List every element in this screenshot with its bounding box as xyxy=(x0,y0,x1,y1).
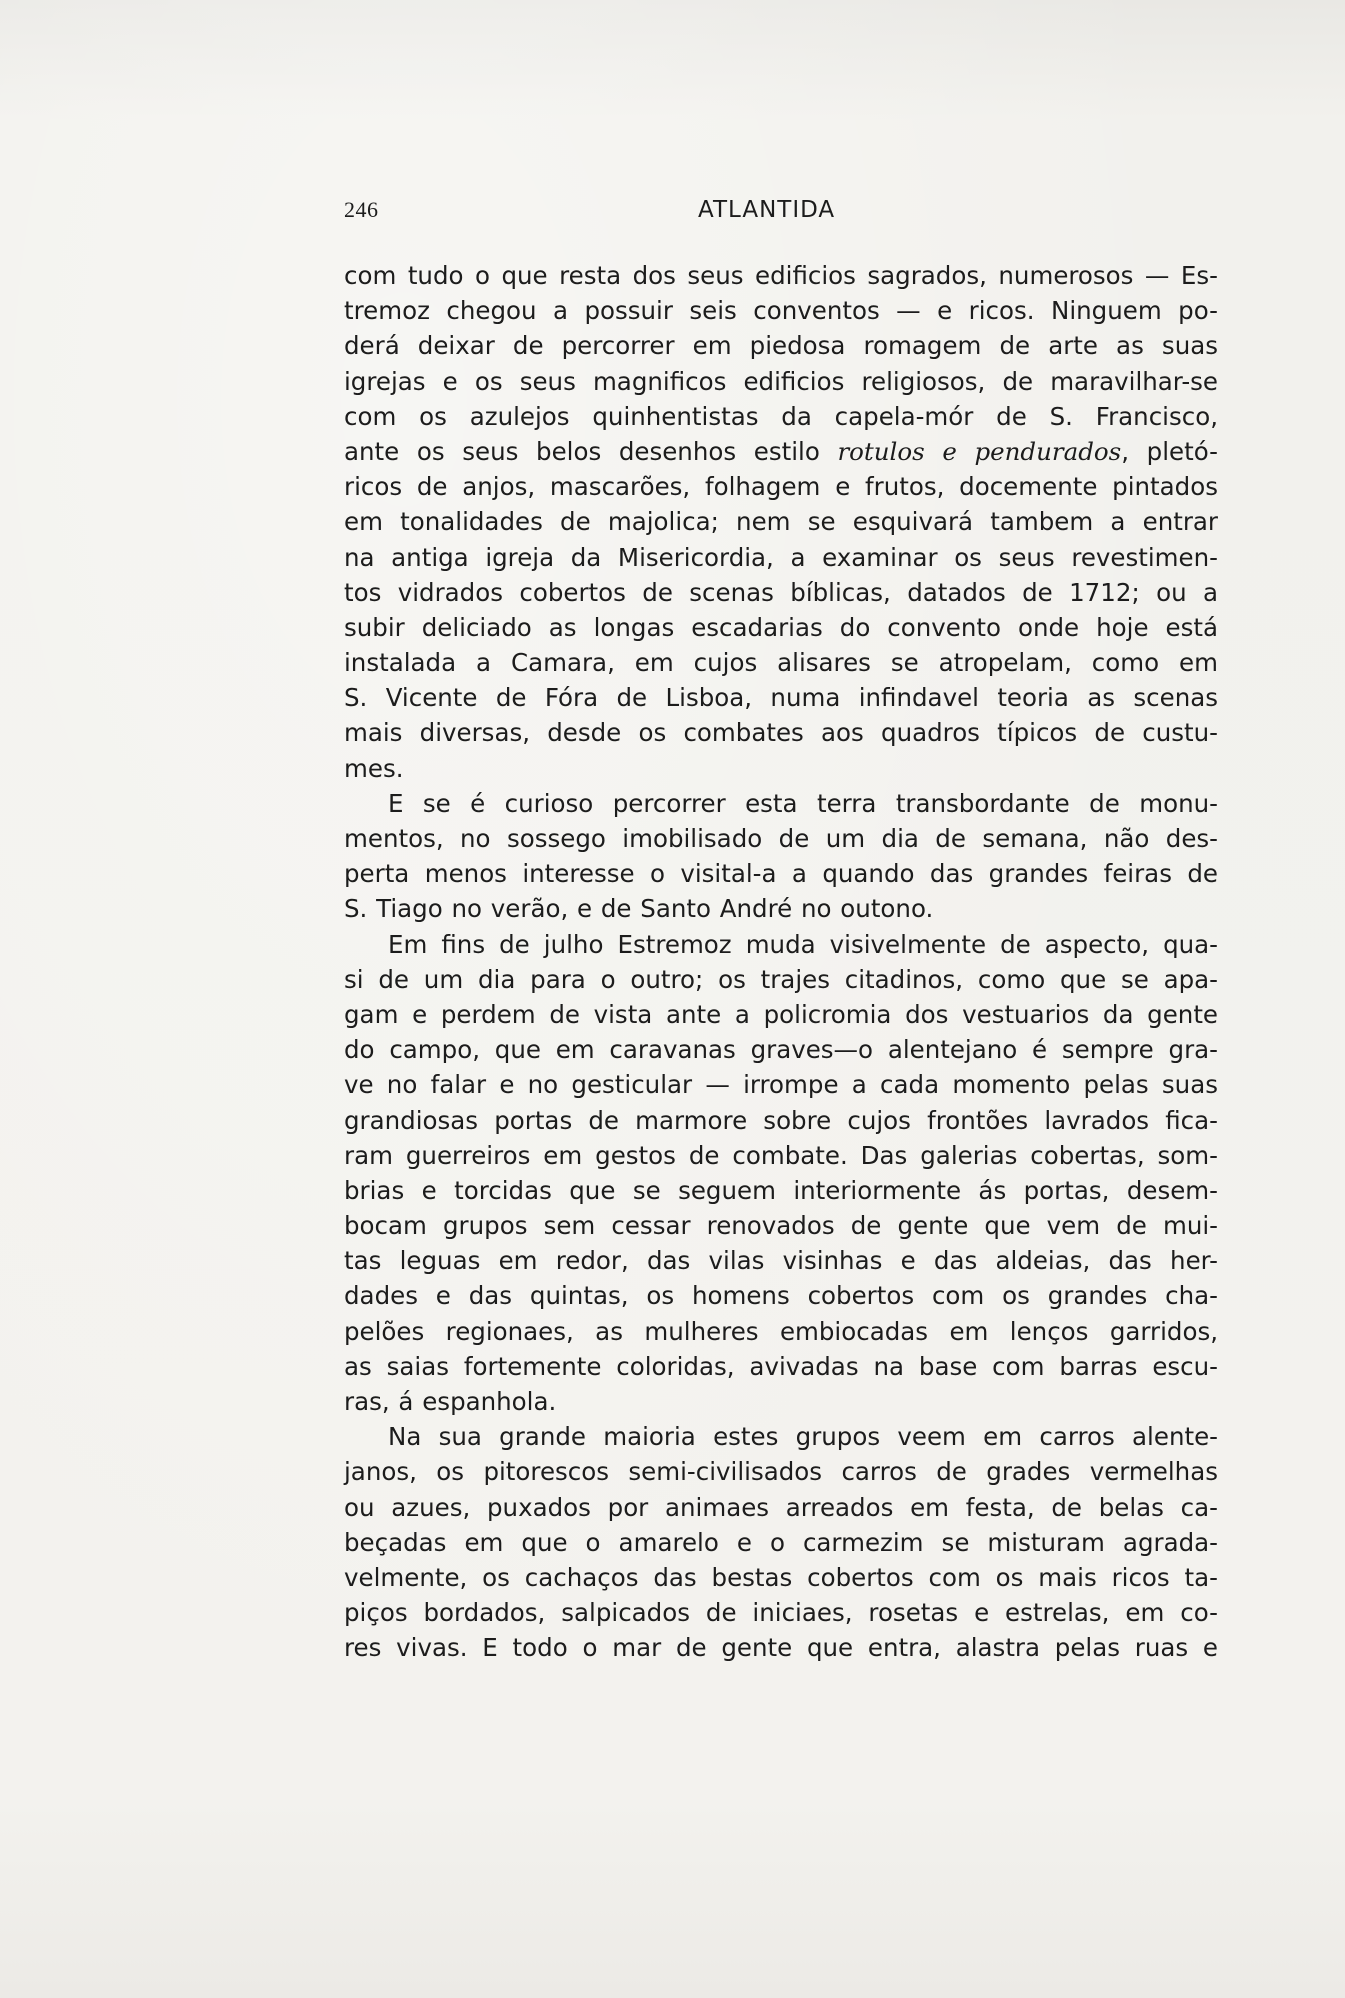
text-line: velmente, os cachaços das bestas cobertos com os mais ricos ta- xyxy=(344,1562,1218,1592)
text-line: Em fins de julho Estremoz muda visivelmente de aspecto, qua- xyxy=(388,929,1218,959)
text-line: beçadas em que o amarelo e o carmezim se misturam agrada- xyxy=(344,1527,1218,1557)
text-line: ras, á espanhola. xyxy=(344,1387,557,1416)
text-line: S. Vicente de Fóra de Lisboa, numa infindavel teoria as scenas xyxy=(344,683,1218,713)
text-line: Na sua grande maioria estes grupos veem em carros alente- xyxy=(388,1422,1218,1452)
text-line: igrejas e os seus magnificos edificios religiosos, de maravilhar-se xyxy=(344,366,1218,396)
text-line: ve no falar e no gesticular — irrompe a cada momento pelas suas xyxy=(344,1070,1218,1100)
text-line: dades e das quintas, os homens cobertos com os grandes cha- xyxy=(344,1281,1218,1311)
text-line: com os azulejos quinhentistas da capela-mór de S. Francisco, xyxy=(344,401,1218,431)
text-line: as saias fortemente coloridas, avivadas na base com barras escu- xyxy=(344,1351,1218,1381)
text-line: mes. xyxy=(344,753,404,783)
line-end: , pletó- xyxy=(1121,436,1218,466)
page-header xyxy=(344,197,1220,229)
text-line: ricos de anjos, mascarões, folhagem e frutos, docemente pintados xyxy=(344,472,1218,502)
text-line: instalada a Camara, em cujos alisares se atropelam, como em xyxy=(344,648,1218,678)
text-line: tremoz chegou a possuir seis conventos — e ricos. Ninguem po- xyxy=(344,296,1218,326)
text-line: janos, os pitorescos semi-civilisados carros de grades vermelhas xyxy=(344,1457,1218,1487)
text-line: grandiosas portas de marmore sobre cujos frontões lavrados fica- xyxy=(344,1105,1218,1135)
text-line: ram guerreiros em gestos de combate. Das galerias cobertas, som- xyxy=(344,1140,1218,1170)
text-line: derá deixar de percorrer em piedosa romagem de arte as suas xyxy=(344,331,1218,361)
body-text xyxy=(344,258,1218,1666)
text-line: E se é curioso percorrer esta terra transbordante de monu- xyxy=(388,788,1218,818)
text-line: em tonalidades de majolica; nem se esquivará tambem a entrar xyxy=(344,507,1218,537)
text-line-with-italic xyxy=(344,434,1218,469)
running-title: ATLANTIDA xyxy=(698,197,836,223)
line-start: ante os seus belos desenhos estilo xyxy=(344,436,820,466)
text-line: S. Tiago no verão, e de Santo André no outono. xyxy=(344,894,934,924)
text-line: do campo, que em caravanas graves—o alentejano é sempre gra- xyxy=(344,1035,1218,1065)
text-line: mentos, no sossego imobilisado de um dia de semana, não des- xyxy=(344,824,1218,853)
text-line: res vivas. E todo o mar de gente que entra, alastra pelas ruas e xyxy=(344,1633,1218,1663)
text-line: ou azues, puxados por animaes arreados em festa, de belas ca- xyxy=(344,1492,1218,1522)
text-line: bocam grupos sem cessar renovados de gente que vem de mui- xyxy=(344,1211,1218,1241)
text-line: tos vidrados cobertos de scenas bíblicas, datados de 1712; ou a xyxy=(344,577,1218,607)
text-line: si de um dia para o outro; os trajes citadinos, como que se apa- xyxy=(344,964,1218,994)
text-line: pelões regionaes, as mulheres embiocadas em lenços garridos, xyxy=(344,1316,1218,1346)
text-line: subir deliciado as longas escadarias do convento onde hoje está xyxy=(344,612,1218,642)
page-number: 246 xyxy=(344,197,379,222)
text-line: com tudo o que resta dos seus edificios sagrados, numerosos — Es- xyxy=(344,261,1218,290)
italic-phrase: rotulos e pendurados xyxy=(837,436,1122,466)
text-line: brias e torcidas que se seguem interiormente ás portas, desem- xyxy=(344,1175,1218,1205)
text-line: perta menos interesse o visital-a a quando das grandes feiras de xyxy=(344,859,1218,889)
text-line: tas leguas em redor, das vilas visinhas e das aldeias, das her- xyxy=(344,1246,1218,1276)
text-line: gam e perdem de vista ante a policromia dos vestuarios da gente xyxy=(344,999,1218,1029)
text-line: piços bordados, salpicados de iniciaes, rosetas e estrelas, em co- xyxy=(344,1598,1218,1628)
text-line: mais diversas, desde os combates aos quadros típicos de custu- xyxy=(344,718,1218,748)
text-line: na antiga igreja da Misericordia, a examinar os seus revestimen- xyxy=(344,542,1218,572)
